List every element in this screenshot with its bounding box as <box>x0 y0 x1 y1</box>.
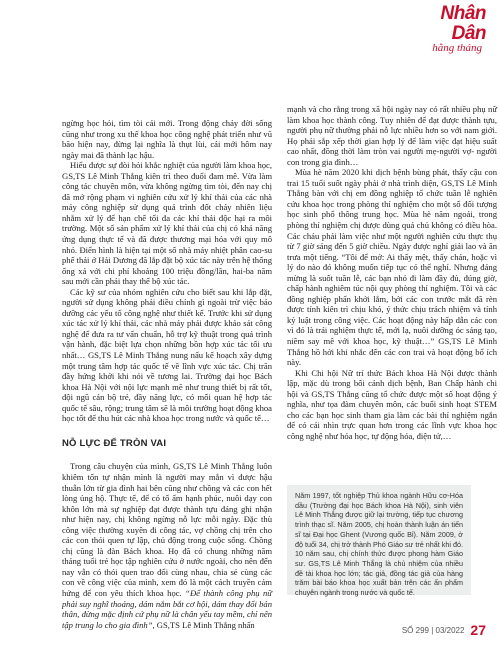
left-paragraph-3: Các kỹ sư của nhóm nghiên cứu cho biết sau khi lắp đặt, người sử dụng không phải điều chỉnh gì ngoài trừ việc bảo dưỡng các yếu tố công nghệ như thiết kế. Trước khi sử dụng xúc tác xử lý khí thải, các nhà máy phải được khảo sát công nghệ để đưa ra tư vấn chuẩn, hỗ trợ kỹ thuật trong quá trình vận hành, đặc biệt lựa chọn những bồn hợp xúc tác tối ưu nhất… GS,TS Lê Minh Thắng nung nấu kế hoạch xây dựng một trung tâm hợp tác quốc tế về lĩnh vực xúc tác. Chị trăn đầy hứng khởi khi nói về tương lai. Trường đại học Bách khoa Hà Nội với nội lực mạnh mẽ như trung thiết bị rất tốt, đội ngũ cán bộ trẻ, đầy năng lực, có mối quan hệ hợp tác quốc tế sâu, rộng; trung tâm sẽ là môi trường hoạt động khoa học tốt để thu hút các nhà khoa học trong nước và quốc tế… <box>62 286 272 424</box>
left-column <box>62 118 272 630</box>
right-paragraph-2: Mùa hè năm 2020 khi dịch bệnh bùng phát, thấy cậu con trai 15 tuổi suốt ngày phải ở nhà trình diện, GS,TS Lê Minh Thắng bàn với chị em đồng nghiệp tổ chức tuần lễ nghiên cứu khoa học trong phòng thí nghiệm cho một số đối tượng học sinh phổ thông trung học. Mùa hè năm ngoái, trong phòng thí nghiệm chị được dùng quá chủ không có điều hòa. Các cháu phải làm việc như một người nghiên cứu thực thụ từ 7 giờ sáng đến 5 giờ chiều. Ngày được nghỉ giải lao và ăn trưa một tiếng. “Tôi để mở: Ai thấy mệt, thấy chán, hoặc vì lý do nào đó không muốn tiếp tục có thể nghỉ. Nhưng đáng mừng là suốt tuần lễ, các bạn nhỏ đi làm đầy đủ, đúng giờ, chấp hành nghiêm túc nội quy phòng thí nghiệm. Tôi và các đồng nghiệp phấn khởi lắm, bởi các con trước mắt đã rèn được tính kiên trì chịu khó, ý thức chịu trách nhiệm và tính kỷ luật trong công việc. Các hoạt động này hấp dẫn các con vì đó là trải nghiệm thực tế, mới lạ, nuôi dưỡng óc sáng tạo, niềm say mê với khoa học, kỹ thuật…” GS,TS Lê Minh Thắng hồ hởi khi nhắc đến các con trai và hoạt động bổ ích này. <box>287 167 497 368</box>
page-footer <box>402 622 486 638</box>
pull-quote: “Để thành công phụ nữ phải suy nghĩ thoáng, dám nắm bắt cơ hội, dám thay đổi bản thân, đừng mặc định cứ phụ nữ là chân yếu tay mềm, chỉ nên tập trung lo cho gia đình” <box>62 587 273 630</box>
bio-box: Năm 1997, tốt nghiệp Thủ khoa ngành Hữu cơ-Hóa dầu (Trường đại học Bách khoa Hà Nội), sinh viên Lê Minh Thắng được giữ lại trường, tiếp tục chương trình thạc sĩ. Năm 2005, chị hoàn thành luận án tiến sĩ tại Đại học Ghent (Vương quốc Bỉ). Năm 2009, ở độ tuổi 34, chị trở thành Phó Giáo sư trẻ nhất khi đó. 10 năm sau, chị chính thức được phong hàm Giáo sư. GS,TS Lê Minh Thắng là chủ nhiệm của nhiều đề tài khoa học lớn; tác giả, đồng tác giả của hàng trăm bài báo khoa học xuất bản trên các ấn phẩm chuyên ngành trong nước và quốc tế. <box>287 485 471 595</box>
logo-subtitle: hằng tháng <box>432 42 482 54</box>
right-paragraph-1: mạnh và cho rằng trong xã hội ngày nay có rất nhiều phụ nữ làm khoa học thành công. Tuy nhiên để đạt được thành tựu, người phụ nữ thường phải nỗ lực nhiều hơn so với nam giới. Họ phải sắp xếp thời gian hợp lý để làm việc đạt hiệu suất cao nhất, đồng thời làm tròn vai người mẹ-người vợ- người con trong gia đình… <box>287 104 497 167</box>
logo-title: Nhân Dân <box>440 3 486 44</box>
left-paragraph-4: Trong câu chuyện của mình, GS,TS Lê Minh Thắng luôn khiêm tốn tự nhận mình là người may mắn vì được hậu thuẫn lớn từ gia đình hai bên cũng như chồng và các con hết lòng ủng hộ. Thực tế, để có tố ấm hạnh phúc, nuôi dạy con khôn lớn mà sự nghiệp đạt được thành tựu đáng ghi nhận như hiện nay, chị không ngừng nỗ lực mỗi ngày. Đặc thù công việc thường xuyên đi công tác, vợ chồng chị trên cho các con thói quen tự lập, chủ động trong cuộc sống. Chồng chị cũng là đàn Bách khoa. Họ đã có chung những năm tháng tuổi trẻ học tập nghiên cứu ở nước ngoài, cho nên đến nay vẫn có thói quen trao đổi cùng nhau, chia sẻ cùng các con về công việc của mình, xem đó là một cách truyền cảm hứng để con yêu thích khoa học. “Để thành công phụ nữ phải suy nghĩ thoáng, dám nắm bắt cơ hội, dám thay đổi bản thân, đừng mặc định cứ phụ nữ là chân yếu tay mềm, chỉ nên tập trung lo cho gia đình”, GS,TS Lê Minh Thắng nhấn <box>62 461 273 630</box>
left-paragraph-1: ngừng học hỏi, tìm tòi cái mới. Trong động chảy đời sống cũng như trong xu thế khoa học công nghệ phát triển như vũ bão hiện nay, đừng lại nghĩa là thụt lùi, cái mới hôm nay ngày mai đã thành lạc hậu. <box>62 118 272 160</box>
left-paragraph-2: Hiểu được sự đòi hỏi khắc nghiệt của người làm khoa học, GS,TS Lê Minh Thắng kiên trì theo đuổi đam mê. Vừa làm công tác chuyên môn, vừa không ngừng tìm tòi, đến nay chị đã mở rộng phạm vi nghiên cứu xử lý khí thải của các nhà máy công nghiệp sử dụng quá trình đốt cháy nhiên liệu nhằm xử lý để hạn chế tối đa các khí thải độc hại ra môi trường. Một số sản phẩm xử lý khí thải của chị có khả năng ứng dụng thực tế và đã được thương mại hóa với quy mô nhỏ. Điển hình là hiện tại một số nhà máy nhiệt phân cao-su phế thải ở Hải Dương đã lắp đặt bộ xúc tác này trên hệ thống ống xả với chi phí khoảng 100 triệu đồng/lần, hai-ba năm sau mới cần phải thay thế bộ xúc tác. <box>62 160 272 287</box>
issue-label: SỐ 299 | 03/2022 <box>401 625 465 635</box>
page-number: 27 <box>470 622 486 638</box>
right-paragraph-3: Khi Chi hội Nữ trí thức Bách khoa Hà Nội được thành lập, mặc dù trong bối cảnh dịch bệnh, Ban Chấp hành chi hội và GS,TS Thắng cũng tổ chức được một số hoạt động ý nghĩa, như tọa đàm chuyên môn, các buổi sinh hoạt STEM cho các bạn học sinh tham gia làm các bài thí nghiệm ngắn để có cái nhìn trực quan hơn trong các lĩnh vực khoa học công nghệ như hóa học, tự động hóa, điện tử,… <box>287 367 497 441</box>
section-heading: NỖ LỰC ĐỂ TRÒN VAI <box>62 437 167 449</box>
right-column <box>287 104 497 442</box>
masthead-logo <box>416 4 486 54</box>
